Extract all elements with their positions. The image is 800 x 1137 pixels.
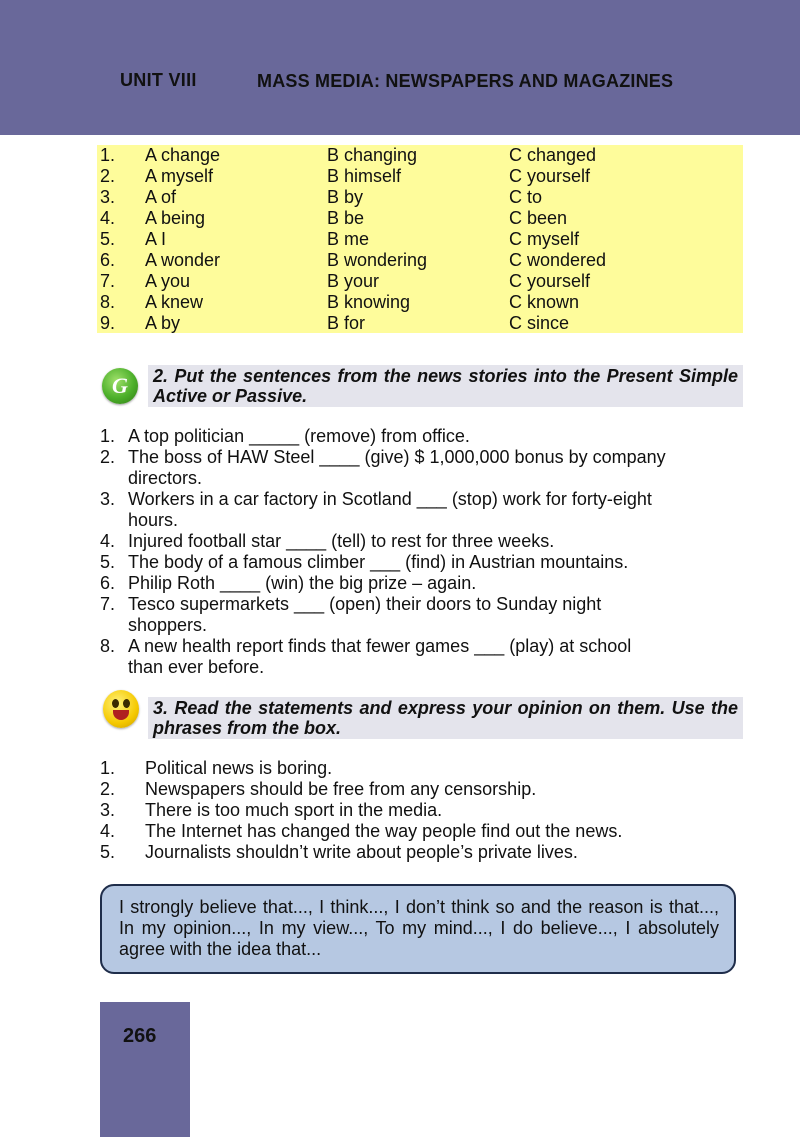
- item-number: 2.: [100, 779, 116, 799]
- option-a: A of: [145, 187, 177, 207]
- smiley-icon: [103, 690, 139, 728]
- item-text: Tesco supermarkets ___ (open) their doors to Sunday night: [128, 594, 602, 614]
- smiley-right-eye: [123, 699, 130, 708]
- phrases-text: I strongly believe that..., I think..., I don’t think so and the reason is that..., In my opinion..., In my view..., To my mind..., I do believe..., I absolutely agree with the idea that...: [119, 897, 719, 959]
- item-text: The Internet has changed the way people find out the news.: [145, 821, 623, 841]
- option-b: B changing: [327, 145, 418, 165]
- item-text-continued: hours.: [128, 510, 179, 530]
- exercise-3-title: 3. Read the statements and express your opinion on them. Use the phrases from the box.: [153, 698, 738, 738]
- answer-number: 1.: [100, 145, 116, 165]
- item-text: The boss of HAW Steel ____ (give) $ 1,000,000 bonus by company: [128, 447, 666, 467]
- item-number: 1.: [100, 426, 116, 446]
- item-text-continued: shoppers.: [128, 615, 208, 635]
- item-number: 5.: [100, 842, 116, 862]
- answer-number: 4.: [100, 208, 116, 228]
- option-b: B by: [327, 187, 364, 207]
- option-c: C myself: [509, 229, 580, 249]
- item-text: There is too much sport in the media.: [145, 800, 443, 820]
- answer-number: 5.: [100, 229, 116, 249]
- exercise-2-title: 2. Put the sentences from the news stories into the Present Simple Active or Passive.: [153, 366, 738, 406]
- grammar-icon: [102, 368, 138, 404]
- option-b: B himself: [327, 166, 402, 186]
- unit-label: UNIT VIII: [120, 70, 197, 90]
- option-a: A I: [145, 229, 167, 249]
- item-text: Workers in a car factory in Scotland ___ (stop) work for forty-eight: [128, 489, 652, 509]
- item-number: 7.: [100, 594, 116, 614]
- item-number: 4.: [100, 531, 116, 551]
- answer-options-table: [97, 145, 743, 333]
- option-b: B your: [327, 271, 380, 291]
- answer-row: [97, 145, 743, 166]
- answer-row: [97, 271, 743, 292]
- option-b: B wondering: [327, 250, 428, 270]
- item-number: 8.: [100, 636, 116, 656]
- smiley-left-eye: [112, 699, 119, 708]
- item-text: Newspapers should be free from any censorship.: [145, 779, 537, 799]
- option-c: C changed: [509, 145, 597, 165]
- item-number: 1.: [100, 758, 116, 778]
- answer-row: [97, 208, 743, 229]
- smiley-mouth: [113, 710, 129, 720]
- option-c: C known: [509, 292, 580, 312]
- option-a: A wonder: [145, 250, 221, 270]
- item-number: 5.: [100, 552, 116, 572]
- item-text: Injured football star ____ (tell) to rest for three weeks.: [128, 531, 555, 551]
- answer-number: 8.: [100, 292, 116, 312]
- answer-row: [97, 313, 743, 334]
- option-a: A by: [145, 313, 181, 333]
- answer-row: [97, 292, 743, 313]
- item-text: The body of a famous climber ___ (find) in Austrian mountains.: [128, 552, 629, 572]
- option-c: C been: [509, 208, 568, 228]
- answer-number: 7.: [100, 271, 116, 291]
- item-number: 3.: [100, 800, 116, 820]
- option-b: B knowing: [327, 292, 411, 312]
- item-text: A top politician _____ (remove) from office.: [128, 426, 470, 446]
- option-c: C yourself: [509, 271, 591, 291]
- answer-row: [97, 229, 743, 250]
- item-text: Political news is boring.: [145, 758, 333, 778]
- option-b: B me: [327, 229, 370, 249]
- option-a: A knew: [145, 292, 204, 312]
- item-text-continued: directors.: [128, 468, 203, 488]
- answer-number: 2.: [100, 166, 116, 186]
- item-number: 2.: [100, 447, 116, 467]
- answer-row: [97, 166, 743, 187]
- grammar-icon-letter: G: [112, 373, 128, 398]
- item-number: 4.: [100, 821, 116, 841]
- answer-number: 3.: [100, 187, 116, 207]
- option-a: A myself: [145, 166, 214, 186]
- answer-row: [97, 250, 743, 271]
- exercise-3-heading: [148, 697, 743, 739]
- item-number: 3.: [100, 489, 116, 509]
- option-a: A you: [145, 271, 191, 291]
- page-number-tab: [100, 1002, 190, 1137]
- answer-number: 6.: [100, 250, 116, 270]
- option-b: B be: [327, 208, 365, 228]
- page-number: 266: [123, 1025, 157, 1047]
- item-text: A new health report finds that fewer games ___ (play) at school: [128, 636, 632, 656]
- exercise-2-heading: [148, 365, 743, 407]
- option-a: A change: [145, 145, 221, 165]
- option-c: C yourself: [509, 166, 591, 186]
- answer-row: [97, 187, 743, 208]
- item-text: Journalists shouldn’t write about people’s private lives.: [145, 842, 578, 862]
- option-c: C since: [509, 313, 570, 333]
- unit-title: MASS MEDIA: NEWSPAPERS AND MAGAZINES: [257, 71, 674, 91]
- item-text: Philip Roth ____ (win) the big prize – again.: [128, 573, 477, 593]
- page-header: [0, 0, 800, 135]
- item-number: 6.: [100, 573, 116, 593]
- option-c: C wondered: [509, 250, 607, 270]
- item-text-continued: than ever before.: [128, 657, 265, 677]
- phrases-box: [100, 884, 736, 974]
- option-a: A being: [145, 208, 206, 228]
- answer-number: 9.: [100, 313, 116, 333]
- option-b: B for: [327, 313, 366, 333]
- option-c: C to: [509, 187, 543, 207]
